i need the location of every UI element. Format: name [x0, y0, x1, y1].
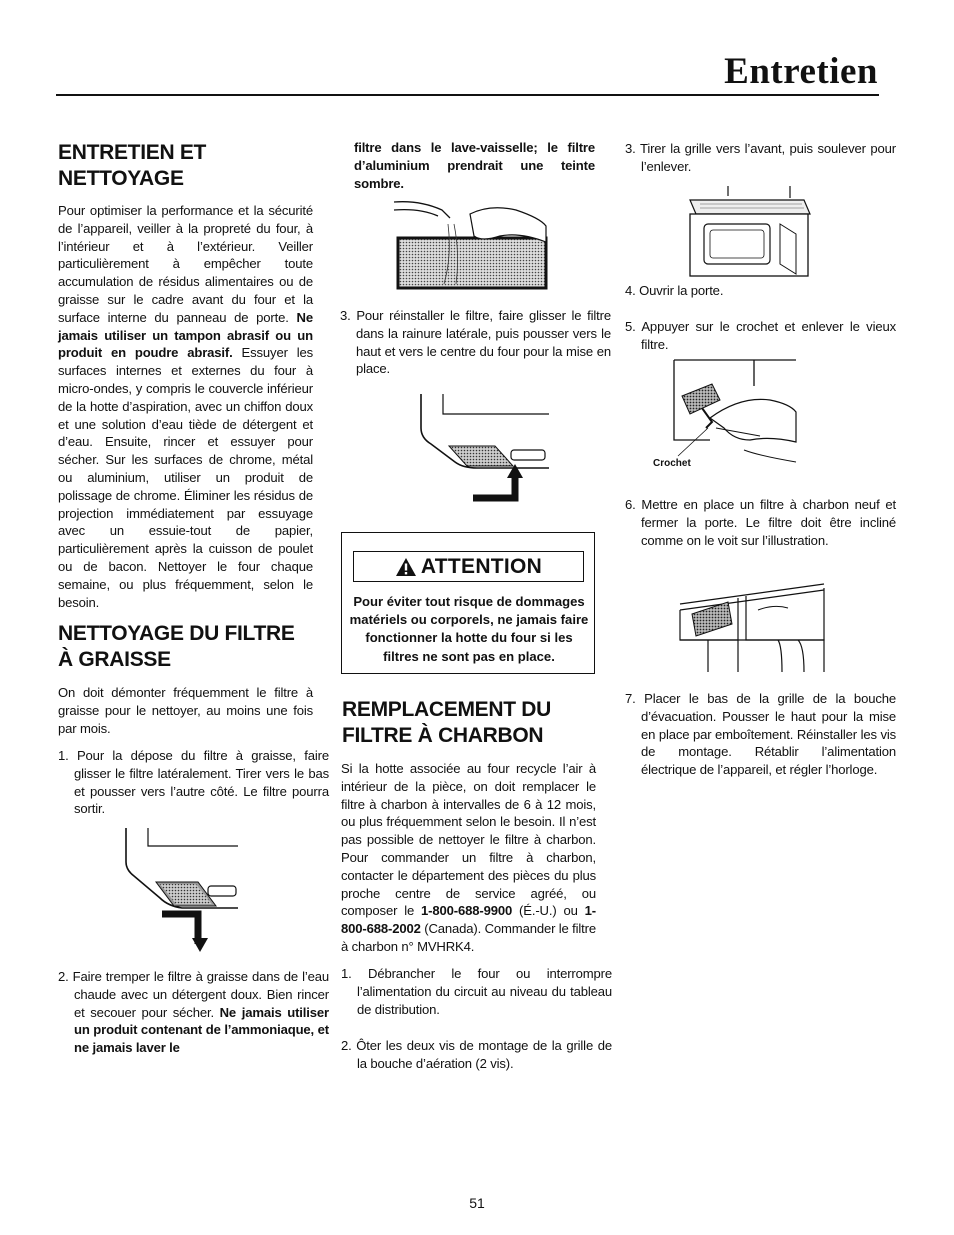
- attention-label: [353, 551, 584, 582]
- attention-label-text: ATTENTION: [420, 554, 543, 578]
- filtre-charbon-step-7: 7. Placer le bas de la grille de la bouche d’évacuation. Pousser le haut pour la mise en place par emboîtement. Réinstaller les vis de montage. Rétablir l’alimentation électrique de l’appareil, et régler l’horloge.: [625, 691, 896, 778]
- phone-canada: 1-800-688-2002: [341, 903, 596, 937]
- section-title-entretien: ENTRETIEN ET NETTOYAGE: [58, 141, 207, 190]
- phone-us: 1-800-688-9900: [421, 903, 513, 919]
- filtre-graisse-step-1: 1. Pour la dépose du filtre à graisse, faire glisser le filtre latéralement. Tirer vers le bas et pousser vers l’autre côté. Le filtre pourra sortir.: [58, 748, 329, 817]
- attention-box: [341, 532, 595, 674]
- section-title-filtre-graisse: NETTOYAGE DU FILTRE À GRAISSE: [58, 622, 295, 671]
- grease-filter-removal-illustration: [120, 826, 242, 956]
- header-rule: [56, 94, 879, 96]
- filtre-graisse-intro: On doit démonter fréquemment le filtre à graisse pour le nettoyer, au moins une fois par mois.: [58, 685, 313, 736]
- filtre-graisse-step-3: 3. Pour réinstaller le filtre, faire glisser le filtre dans la rainure latérale, puis pousser vers le haut et vers le centre du four pour la mise en place.: [340, 308, 611, 377]
- hook-release-illustration: [650, 356, 800, 474]
- filtre-charbon-step-1: 1. Débrancher le four ou interrompre l’alimentation du circuit au niveau du tableau de distribution.: [341, 966, 612, 1017]
- page-title: Entretien: [724, 51, 878, 92]
- section-title-filtre-charbon: REMPLACEMENT DU FILTRE À CHARBON: [342, 698, 551, 747]
- charcoal-filter-illustration: [678, 580, 828, 674]
- grille-removal-illustration: [686, 184, 816, 280]
- entretien-paragraph: Pour optimiser la performance et la sécurité de l’appareil, veiller à la propreté du four, à l’intérieur et à l’extérieur. Veiller particulièrement à empêcher toute accumulation de résidus alimentaires ou de graisse sur le cadre avant du four et la surface interne du panneau de porte. Ne jamais utiliser un tampon abrasif ou un produit en poudre abrasif. Essuyer les surfaces internes et externes du four à micro-ondes, y compris le couvercle inférieur de la hotte d’aspiration, avec un chiffon doux et une solution d’eau tiède de détergent et d’eau. Ensuite, rincer et essuyer pour sécher. Sur les surfaces de chrome, métal ou aluminium, utiliser un produit de polissage de chrome. Éliminer les résidus de projection immédiatement par essuyage avec un essuie-tout de papier, particulièrement après la cuisson de poulet ou de bacon. Nettoyer le four chaque semaine, ou plus fréquemment, selon le besoin.: [58, 203, 313, 610]
- warning-icon: [395, 557, 417, 577]
- attention-text: Pour éviter tout risque de dommages matériels ou corporels, ne jamais faire fonctionner la hotte du four si les filtres ne sont pas en place.: [349, 594, 589, 664]
- filter-washing-illustration: [390, 196, 550, 292]
- filtre-charbon-step-2: 2. Ôter les deux vis de montage de la grille de la bouche d’aération (2 vis).: [341, 1038, 612, 1071]
- filtre-charbon-step-6: 6. Mettre en place un filtre à charbon neuf et fermer la porte. Le filtre doit être incliné comme on le voit sur l’illustration.: [625, 497, 896, 548]
- hook-label: Crochet: [653, 458, 691, 469]
- filtre-graisse-step-2: 2. Faire tremper le filtre à graisse dans de l’eau chaude avec un détergent doux. Bien rincer et secouer pour sécher. Ne jamais utiliser un produit contenant de l’ammoniaque, et ne jamais laver le: [58, 969, 329, 1056]
- filtre-charbon-step-3: 3. Tirer la grille vers l’avant, puis soulever pour l’enlever.: [625, 141, 896, 174]
- filtre-graisse-step-2-continued: filtre dans le lave-vaisselle; le filtre d’aluminium prendrait une teinte sombre.: [354, 140, 595, 191]
- filtre-charbon-step-5: 5. Appuyer sur le crochet et enlever le vieux filtre.: [625, 319, 896, 352]
- filtre-charbon-step-4: 4. Ouvrir la porte.: [625, 283, 724, 298]
- filtre-charbon-intro: Si la hotte associée au four recycle l’air à intérieur de la pièce, on doit remplacer le filtre à charbon à intervalles de 6 à 12 mois, ou plus fréquemment selon le besoin. Il n’est pas possible de nettoyer le filtre à charbon. Pour commander un filtre à charbon, contacter le département des pièces du plus proche centre de service agréé, ou composer le 1-800-688-9900 (É.-U.) ou 1-800-688-2002 (Canada). Commander le filtre à charbon n° MVHRK4.: [341, 761, 597, 954]
- grease-filter-install-illustration: [415, 392, 551, 504]
- page-number: 51: [469, 1195, 485, 1211]
